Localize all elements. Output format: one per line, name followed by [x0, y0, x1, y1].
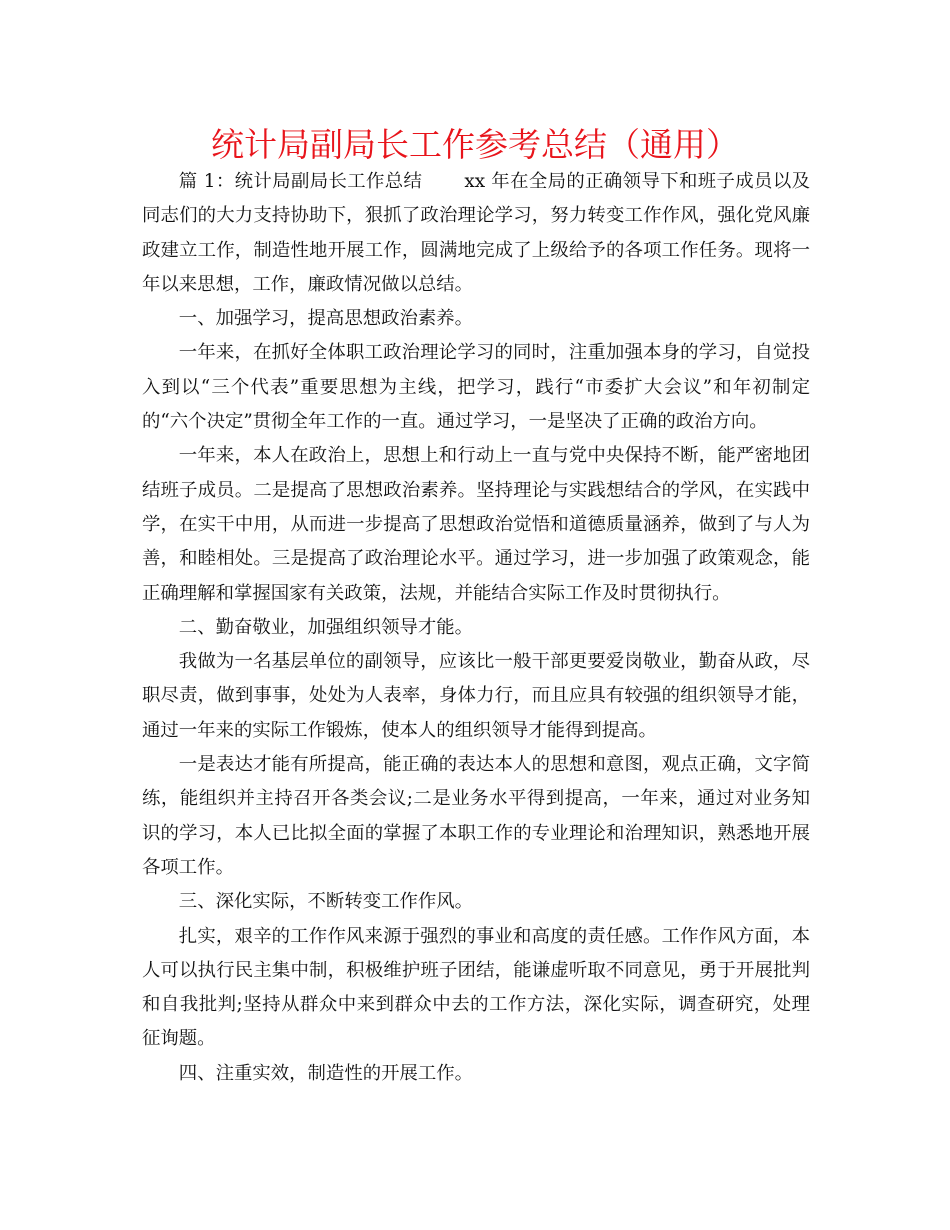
paragraph: 扎实，艰辛的工作作风来源于强烈的事业和高度的责任感。工作作风方面，本人可以执行民主集中制，积极维护班子团结，能谦虚听取不同意见，勇于开展批判和自我批判;坚持从群众中来到群众中去的工作方法，深化实际，调查研究，处理征询题。 — [142, 925, 810, 1050]
document-body — [142, 165, 810, 1091]
section-heading-4: 四、注重实效，制造性的开展工作。 — [178, 1062, 474, 1084]
intro-paragraph — [142, 165, 810, 302]
intro-label: 篇 1：统计局副局长工作总结 — [178, 171, 423, 192]
paragraph: 我做为一名基层单位的副领导，应该比一般干部更要爱岗敬业，勤奋从政，尽职尽责，做到事事，处处为人表率，身体力行，而且应具有较强的组织领导才能，通过一年来的实际工作锻炼，使本人的组织领导才能得到提高。 — [142, 651, 810, 741]
section-heading-1: 一、加强学习，提高思想政治素养。 — [178, 308, 474, 330]
paragraph: 一是表达才能有所提高，能正确的表达本人的思想和意图，观点正确，文字简练，能组织并主持召开各类会议;二是业务水平得到提高，一年来，通过对业务知识的学习，本人已比拟全面的掌握了本职工作的专业理论和治理知识，熟悉地开展各项工作。 — [142, 754, 810, 878]
document-title: 统计局副局长工作参考总结（通用） — [211, 125, 739, 164]
paragraph: 一年来，在抓好全体职工政治理论学习的同时，注重加强本身的学习，自觉投入到以“三个代表”重要思想为主线，把学习，践行“市委扩大会议”和年初制定的“六个决定”贯彻全年工作的一直。通过学习，一是坚决了正确的政治方向。 — [142, 342, 810, 433]
paragraph: 一年来，本人在政治上，思想上和行动上一直与党中央保持不断，能严密地团结班子成员。二是提高了思想政治素养。坚持理论与实践想结合的学风，在实践中学，在实干中用，从而进一步提高了思想政治觉悟和道德质量涵养，做到了与人为善，和睦相处。三是提高了政治理论水平。通过学习，进一步加强了政策观念，能正确理解和掌握国家有关政策，法规，并能结合实际工作及时贯彻执行。 — [142, 445, 810, 604]
section-heading-2: 二、勤奋敬业，加强组织领导才能。 — [178, 616, 474, 638]
intro-text: xx 年在全局的正确领导下和班子成员以及同志们的大力支持协助下，狠抓了政治理论学习，努力转变工作作风，强化党风廉政建立工作，制造性地开展工作，圆满地完成了上级给予的各项工作任务。现将一年以来思想，工作，廉政情况做以总结。 — [142, 171, 810, 295]
section-heading-3: 三、深化实际，不断转变工作作风。 — [178, 891, 474, 913]
